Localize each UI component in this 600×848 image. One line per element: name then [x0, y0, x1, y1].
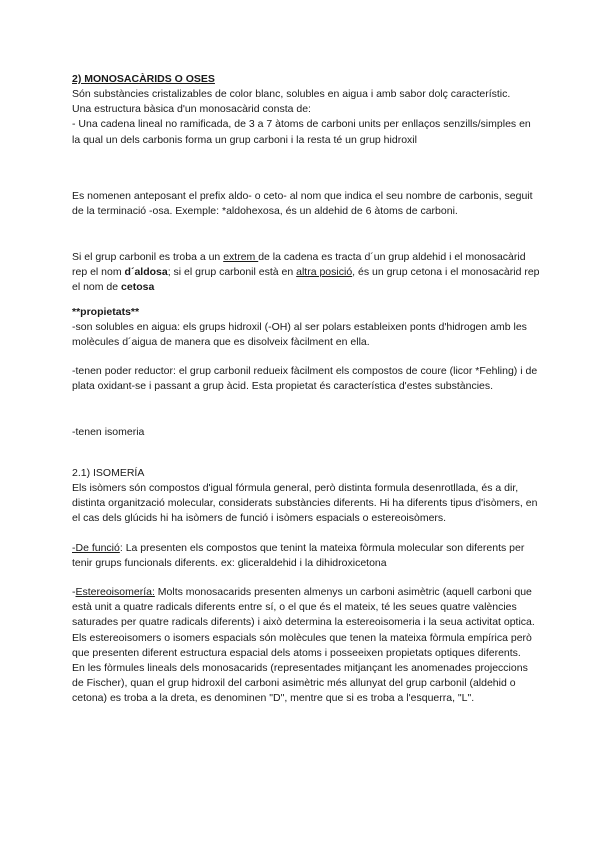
stereo-dash: -	[72, 586, 76, 598]
stereo-text: Molts monosacarids presenten almenys un carboni asimètric (aquell carboni que està unit a quatre radicals diferents entre sí, o el que és el mateix, té les seues quatre valències saturades per quatre radicals diferents) i això determina la estereoisomeria i la seua activitat optica.	[72, 586, 535, 629]
stereo-line-1	[72, 585, 540, 631]
stereo-line-2: Els estereoisomers o isomers espacials són molècules que tenen la mateixa fòrmula empírica però que presenten diferent estructura espacial dels atoms i posseeixen propietats optiques diferents.	[72, 631, 532, 659]
aldosa-term: d´aldosa	[124, 266, 168, 279]
function-text: : La presenten els compostos que tenint la mateixa fòrmula molecular son diferents per tenir grups funcionals diferents. ex: gliceraldehid i la dihidroxicetona	[72, 542, 525, 570]
function-isomery-paragraph	[72, 541, 540, 571]
intro-line-2: Una estructura bàsica d'un monosacàrid consta de:	[72, 103, 311, 116]
properties-heading: **propietats**	[72, 306, 140, 318]
carbonyl-text-4: , és un grup cetona i el monosacàrid rep el nom de	[72, 266, 540, 294]
intro-line-3: - Una cadena lineal no ramificada, de 3 a 7 àtoms de carboni units per enllaços senzills/simples en la qual un dels carbonis forma un grup carboni i la resta té un grup hidroxil	[72, 118, 531, 146]
function-label: -De funció	[72, 542, 120, 554]
property-reducing: -tenen poder reductor: el grup carbonil redueix fàcilment els compostos de coure (licor *Fehling) i de plata oxidant-se i passant a grup àcid. Esta propietat és característica d'estes substàncies.	[72, 365, 538, 393]
property-isomery: -tenen isomeria	[72, 426, 145, 438]
carbonyl-text-3: ; si el grup carbonil està en	[167, 266, 297, 279]
stereo-label: Estereoisomería:	[75, 586, 155, 598]
intro-paragraph	[72, 87, 540, 148]
naming-paragraph: Es nomenen anteposant el prefix aldo- o ceto- al nom que indica el seu nombre de carbonis, seguit de la terminació -osa. Exemple: *aldohexosa, és un aldehid de 6 àtoms de carboni.	[72, 190, 533, 218]
altra-posicio-term: altra posició	[296, 266, 353, 279]
stereoisomery-paragraph	[72, 585, 540, 707]
intro-line-1: Són substàncies cristalizables de color blanc, solubles en aigua i amb sabor dolç característic.	[72, 88, 511, 100]
carbonyl-text-2: de la cadena es tracta d´un grup aldehid i el monosacàrid rep el nom	[72, 251, 526, 279]
cetosa-term: cetosa	[121, 281, 155, 294]
stereo-line-3: En les fòrmules lineals dels monosacarids (representades mitjançant les anomenades projeccions de Fischer), quan el grup hidroxil del carboni asimètric més allunyat del grup carbonil (aldehid o cetona) es troba a la dreta, es denominen "D", mentre que si es troba a l'esquerra, "L".	[72, 662, 528, 705]
subsection-heading: 2.1) ISOMERÍA	[72, 467, 145, 479]
extrem-term: extrem	[223, 251, 259, 263]
isomers-paragraph: Els isòmers són compostos d'igual fórmula general, però distinta formula desenrotllada, és a dir, distinta organització molecular, considerats substàncies diferents. Hi ha diferents tipus d'isòmers, en el cas dels glúcids hi ha isòmers de funció i isòmers espacials o estereoisòmers.	[72, 482, 538, 525]
section-title: 2) MONOSACÀRIDS O OSES	[72, 73, 215, 85]
carbonyl-paragraph	[72, 250, 540, 296]
carbonyl-text-1: Si el grup carbonil es troba a un	[72, 251, 224, 263]
property-solubility: -son solubles en aigua: els grups hidroxil (-OH) al ser polars estableixen ponts d'hidrogen amb les molècules d´aigua de manera que es disolveix fàcilment en ella.	[72, 321, 527, 349]
